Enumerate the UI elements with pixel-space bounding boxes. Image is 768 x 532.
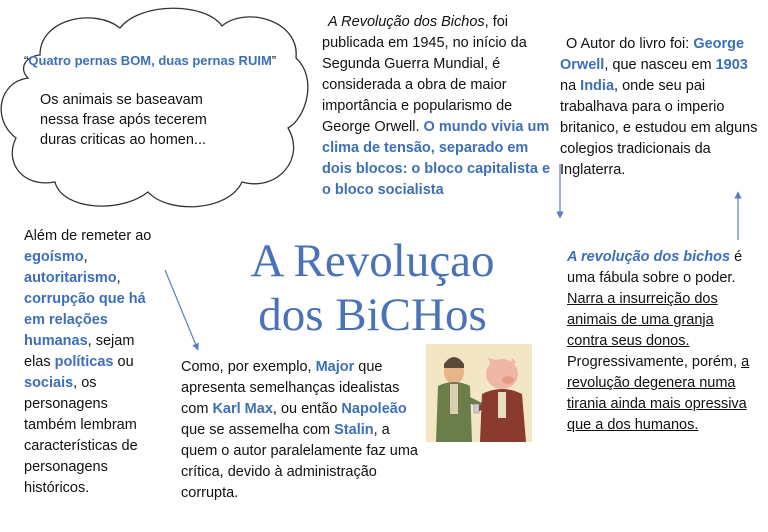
themes-text-3: ou <box>117 354 134 370</box>
title-line-2: dos BiCHos <box>258 289 487 341</box>
characters-text-4: que se assemelha com <box>181 422 331 438</box>
theme-political: políticas <box>54 354 114 370</box>
slogan-text: Quatro pernas BOM, duas pernas RUIM <box>28 53 272 68</box>
author-name: George Orwell <box>560 36 745 73</box>
author-text-1: , que nasceu em <box>604 57 712 73</box>
slogan-open-quote: “ <box>24 53 29 68</box>
arrow-diagonal-left <box>165 270 198 350</box>
birth-year: 1903 <box>715 57 748 73</box>
fable-text-1: é uma fábula sobre o poder. <box>567 249 743 286</box>
theme-social: sociais <box>24 375 74 391</box>
fable-text-2: Progressivamente, porém, <box>567 354 738 370</box>
characters-text-3: , ou então <box>272 401 338 417</box>
theme-egoism: egoísmo <box>24 249 84 265</box>
fable-underlined-1: Narra a insurreição dos animais de uma granja contra seus donos. <box>567 291 718 349</box>
fable-book-title: A revolução dos bichos <box>567 249 731 265</box>
themes-paragraph: Além de remeter ao egoísmo, autoritarismo, corrupção que há em relações humanas, sejam elas políticas ou sociais, os personagens também lembram características de personagens históricos. <box>24 228 152 496</box>
cloud-text: Os animais se baseavam nessa frase após tecerem duras criticas ao homen... <box>40 92 207 148</box>
theme-authoritarianism: autoritarismo <box>24 270 117 286</box>
title-line-1: A Revoluçao <box>250 235 495 287</box>
character-major: Major <box>315 359 355 375</box>
book-title-italic: A Revolução dos Bichos <box>328 14 485 30</box>
publication-text: , foi publicada em 1945, no início da Segunda Guerra Mundial, é considerada a obra de maior importância e popularismo de George Orwell. <box>322 14 527 135</box>
birth-country: India <box>580 78 615 94</box>
themes-text-1: Além de remeter ao <box>24 228 152 244</box>
theme-corruption: corrupção que há em relações humanas <box>24 291 146 349</box>
fable-underlined-2: a revolução degenera numa tirania ainda mais opressiva que a dos humanos. <box>567 354 750 433</box>
author-text-2: na <box>560 78 577 94</box>
themes-text-2: , sejam elas <box>24 333 135 370</box>
character-napoleon: Napoleão <box>341 401 407 417</box>
characters-text-2: que apresenta semelhanças idealistas com <box>181 359 400 417</box>
author-text-3: , onde seu pai trabalhava para o imperio britanico, e estudou em alguns colegios tradicionais da Inglaterra. <box>560 78 758 178</box>
cold-war-context: O mundo vivia um clima de tensão, separado em dois blocos: o bloco capitalista e o bloco socialista <box>322 119 551 198</box>
slogan-close-quote: ” <box>271 53 277 68</box>
figure-stalin: Stalin <box>334 422 374 438</box>
author-intro: O Autor do livro foi: <box>566 36 690 52</box>
characters-text-1: Como, por exemplo, <box>181 359 312 375</box>
themes-text-4: , os personagens também lembram características de personagens históricos. <box>24 375 138 496</box>
figure-karl-marx: Karl Max <box>212 401 273 417</box>
characters-text-5: , a quem o autor paralelamente faz uma crítica, devido à administração corrupta. <box>181 422 418 501</box>
